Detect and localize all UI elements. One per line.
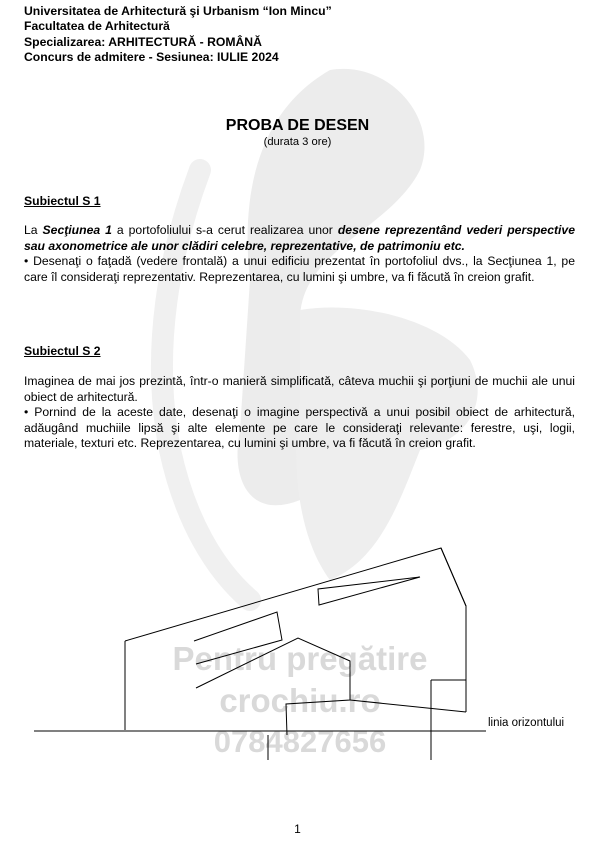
edge-recess xyxy=(194,612,282,664)
edge-long-diagonal xyxy=(350,700,466,712)
faculty-name: Facultatea de Arhitectură xyxy=(24,19,170,34)
edge-inner-step xyxy=(196,638,350,735)
subject2-paragraph1: Imaginea de mai jos prezintă, într-o manieră simplificată, câteva muchii şi porţiuni de muchii ale unui obiect de arhitectură. xyxy=(24,374,575,404)
subject2-paragraph2: • Pornind de la aceste date, desenaţi o imagine perspectivă a unui posibil obiect de arhitectură, adăugând muchiile lipsă şi alte elemente pe care le consideraţi relevante: ferestre, uşi, logii, materiale, texturi etc. Reprezentarea, cu lumini şi umbre, va fi făcută în creion grafit. xyxy=(24,405,575,451)
specialization: Specializarea: ARHITECTURĂ - ROMÂNĂ xyxy=(24,34,262,49)
page-number: 1 xyxy=(294,822,301,836)
page-title: PROBA DE DESEN xyxy=(225,117,370,134)
horizon-label: linia orizontului xyxy=(488,717,565,729)
text-run: a portofoliului s-a cerut realizarea unor xyxy=(111,223,338,237)
duration: (durata 3 ore) xyxy=(263,136,332,148)
watermark-line1: Pentru pregătire xyxy=(172,640,428,677)
subject1-heading: Subiectul S 1 xyxy=(24,194,101,208)
subject2-heading: Subiectul S 2 xyxy=(24,344,101,358)
session: Concurs de admitere - Sesiunea: IULIE 2024 xyxy=(24,50,279,65)
subject1-paragraph2: • Desenaţi o faţadă (vedere frontală) a unui edificiu prezentat în portofoliul dvs., la Secţiunea 1, pe care îl consideraţi reprezentativ. Reprezentarea, cu lumini şi umbre, va fi făcută în creion grafit. xyxy=(24,254,575,284)
watermark-line2: crochiu.ro xyxy=(219,682,381,719)
edge-roof-side xyxy=(441,548,466,606)
watermark-line3: 0784827656 xyxy=(213,724,387,759)
text-run-emphasis: desene reprezentând vederi perspective sau axonometrice ale unor clădiri celebre, reprezentative, de patrimoniu etc. xyxy=(24,223,575,253)
text-run-emphasis: Secţiunea 1 xyxy=(42,223,112,237)
edge-upper-notch xyxy=(318,577,420,605)
text-run: La xyxy=(24,223,43,237)
edge-top-roof xyxy=(125,548,466,712)
university-name: Universitatea de Arhitectură şi Urbanism “Ion Mincu” xyxy=(24,4,332,18)
